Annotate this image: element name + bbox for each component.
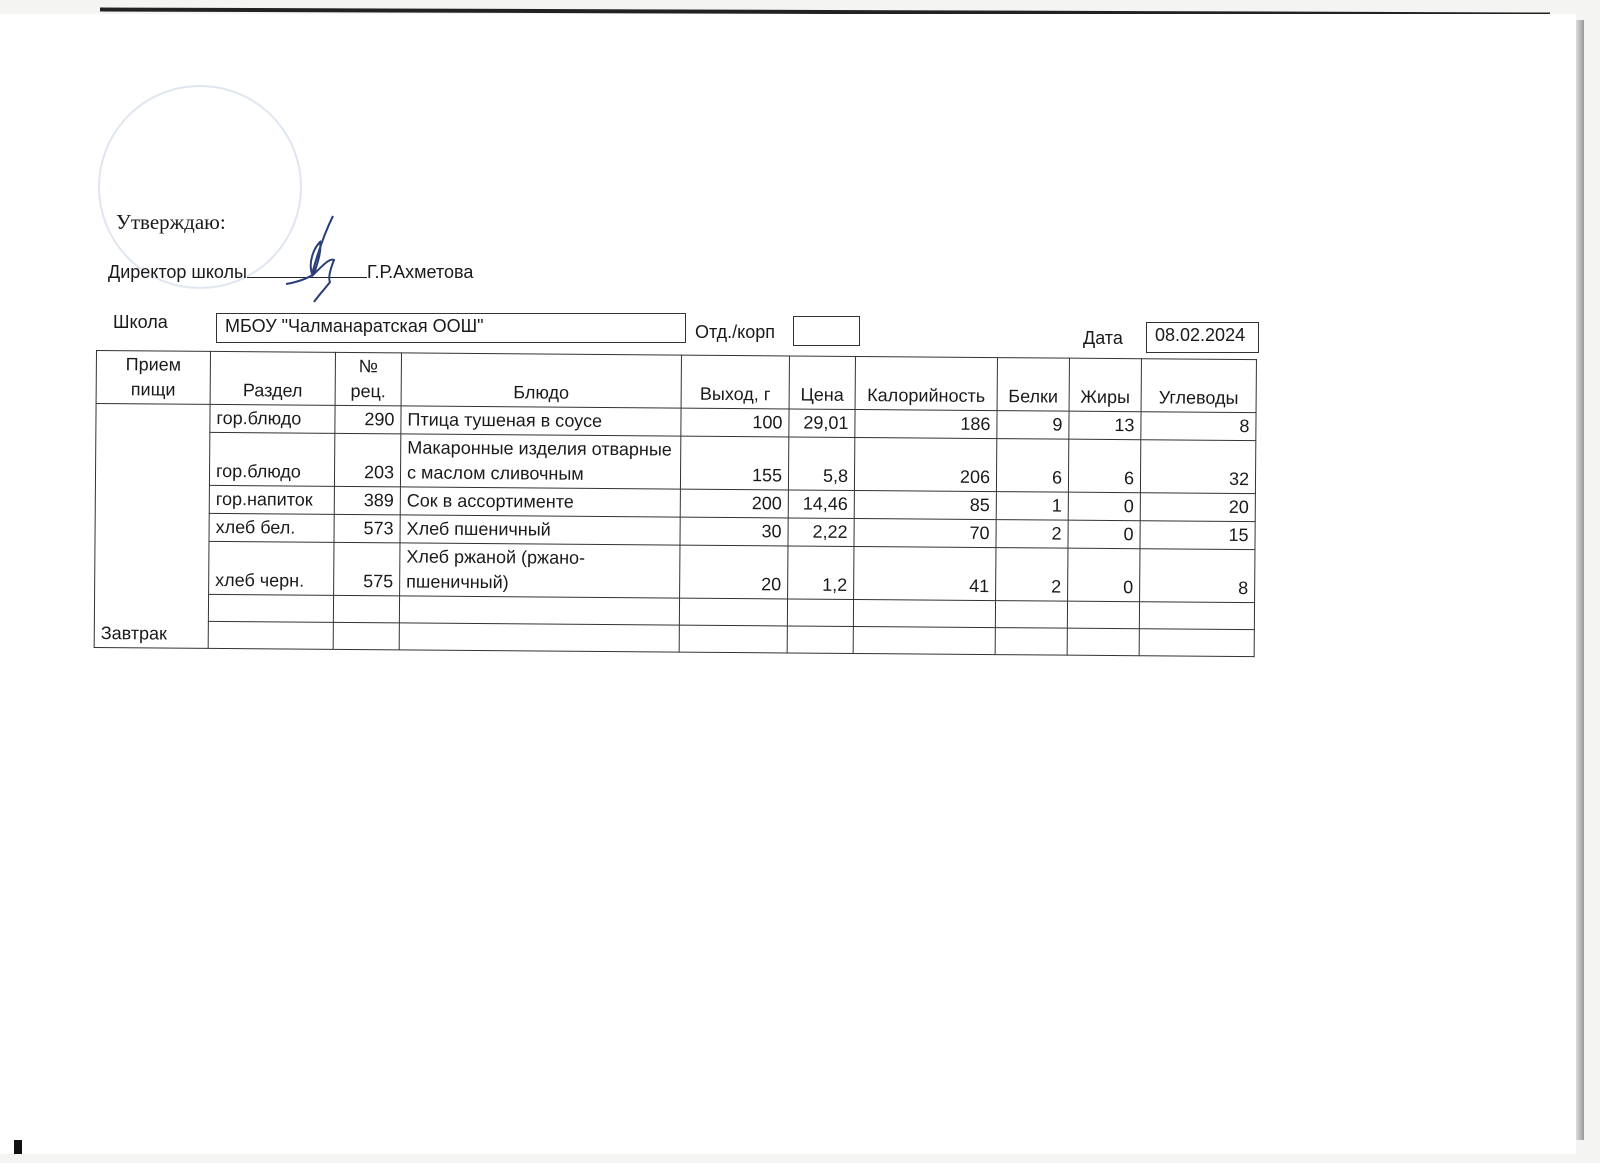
- yield-cell: 100: [681, 408, 789, 437]
- handwritten-signature: [278, 212, 358, 304]
- dish-cell: Макаронные изделия отварные с маслом сливочным: [400, 434, 680, 489]
- protein-cell: 6: [996, 439, 1068, 493]
- faded-stamp: [98, 85, 302, 289]
- protein-cell: 1: [996, 492, 1068, 521]
- carbs-cell: 32: [1140, 440, 1255, 494]
- price-cell: 2,22: [788, 518, 854, 547]
- table-header-row: [96, 351, 1256, 413]
- fat-cell: 13: [1069, 411, 1141, 440]
- fat-cell: 0: [1068, 492, 1140, 521]
- section-cell: хлеб бел.: [209, 513, 334, 542]
- dept-label: Отд./корп: [695, 322, 775, 342]
- dish-cell: Хлеб пшеничный: [400, 515, 680, 545]
- section-cell: гор.блюдо: [209, 432, 334, 486]
- section-cell: хлеб черн.: [209, 541, 334, 595]
- protein-cell: 2: [996, 548, 1068, 602]
- fat-cell: 0: [1068, 548, 1140, 602]
- yield-cell: 200: [680, 489, 788, 518]
- kcal-cell: 206: [854, 437, 996, 491]
- recipe-cell: 575: [334, 542, 400, 596]
- table-row: [95, 432, 1255, 494]
- date-label: Дата: [1083, 328, 1123, 348]
- scan-mark: [14, 1140, 22, 1154]
- section-cell: гор.блюдо: [210, 404, 335, 433]
- kcal-cell: 41: [854, 546, 996, 600]
- col-header-fat: Жиры: [1069, 358, 1141, 412]
- scan-edge-right: [1576, 20, 1584, 1140]
- price-cell: 1,2: [788, 546, 854, 600]
- dish-cell: Сок в ассортименте: [400, 487, 680, 517]
- carbs-cell: 8: [1141, 412, 1256, 441]
- school-label: Школа: [113, 312, 168, 332]
- col-header-recipe: № рец.: [335, 352, 401, 406]
- recipe-cell: 389: [334, 486, 400, 515]
- col-header-yield: Выход, г: [681, 355, 789, 409]
- recipe-cell: 573: [334, 514, 400, 543]
- col-header-price: Цена: [789, 356, 855, 410]
- protein-cell: 9: [997, 411, 1069, 440]
- fat-cell: 6: [1068, 439, 1140, 493]
- yield-cell: 20: [680, 545, 788, 599]
- school-name-field: МБОУ "Чалманаратская ООШ": [216, 313, 686, 343]
- price-cell: 29,01: [789, 409, 855, 438]
- table-row: [95, 540, 1255, 602]
- col-header-kcal: Калорийность: [855, 356, 997, 410]
- col-header-carbs: Углеводы: [1141, 359, 1256, 413]
- col-header-protein: Белки: [997, 358, 1069, 412]
- recipe-cell: 203: [334, 433, 400, 487]
- recipe-cell: 290: [335, 405, 401, 434]
- col-header-dish: Блюдо: [401, 353, 681, 408]
- price-cell: 14,46: [788, 490, 854, 519]
- carbs-cell: 20: [1140, 493, 1255, 522]
- fat-cell: 0: [1068, 520, 1140, 549]
- carbs-cell: 15: [1140, 521, 1255, 550]
- col-header-meal: Прием пищи: [96, 351, 210, 405]
- col-header-section: Раздел: [210, 351, 335, 405]
- price-cell: 5,8: [788, 437, 854, 491]
- dish-cell: Хлеб ржаной (ржано-пшеничный): [400, 543, 680, 598]
- director-label: Директор школы: [108, 262, 247, 282]
- dish-cell: Птица тушеная в соусе: [401, 406, 681, 436]
- date-field: 08.02.2024: [1146, 322, 1259, 353]
- carbs-cell: 8: [1140, 549, 1255, 603]
- section-cell: гор.напиток: [209, 485, 334, 514]
- protein-cell: 2: [996, 520, 1068, 549]
- director-name: Г.Р.Ахметова: [366, 262, 474, 282]
- meal-cell: Завтрак: [94, 404, 210, 649]
- yield-cell: 30: [680, 517, 788, 546]
- approve-heading: Утверждаю:: [116, 210, 226, 234]
- kcal-cell: 70: [854, 518, 996, 547]
- kcal-cell: 85: [854, 490, 996, 519]
- yield-cell: 155: [680, 436, 788, 490]
- kcal-cell: 186: [855, 409, 997, 438]
- menu-table: [94, 350, 1257, 657]
- dept-field: [793, 316, 860, 346]
